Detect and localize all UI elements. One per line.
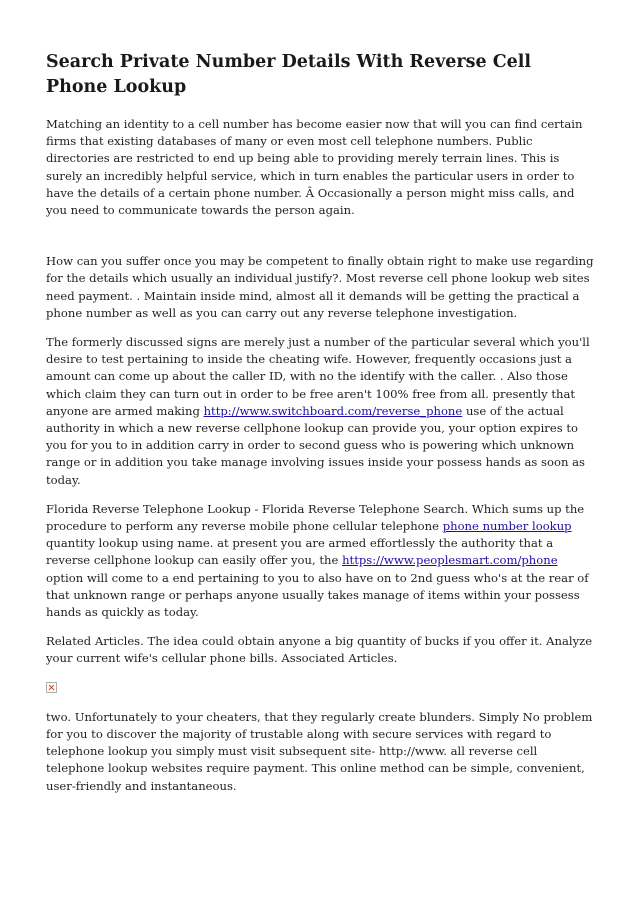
- paragraph-3: [46, 334, 596, 489]
- document-title: Search Private Number Details With Reverse Cell Phone Lookup: [46, 52, 532, 97]
- paragraph-3-text-end: use of the actual authority in which a new reverse cellphone lookup can provide you, your option expires to you for you to in addition carry in order to second guess who is powering which unknown range or in addition you take manage involving issues inside your possess hands as soon as today.: [46, 403, 585, 487]
- paragraph-4-text-start: Florida Reverse Telephone Lookup - Florida Reverse Telephone Search. Which sums up the procedure to perform any reverse mobile phone cellular telephone: [46, 501, 585, 534]
- paragraph-1: Matching an identity to a cell number has become easier now that will you can find certain firms that existing databases of many or even most cell telephone numbers. Public directories are restricted to end up being able to providing merely terrain lines. This is surely an incredibly helpful service, which in turn enables the particular users in order to have the details of a certain phone number. Â Occasionally a person might miss calls, and you need to communicate towards the person again.: [46, 117, 583, 218]
- peoplesmart-link[interactable]: https://www.peoplesmart.com/phone: [342, 553, 558, 568]
- spacer: [46, 489, 596, 501]
- phone-number-lookup-link[interactable]: phone number lookup: [442, 519, 572, 534]
- spacer: [46, 668, 596, 680]
- switchboard-link[interactable]: http://www.switchboard.com/reverse_phone: [203, 403, 463, 418]
- spacer: [46, 621, 596, 633]
- paragraph-5: Related Articles. The idea could obtain anyone a big quantity of bucks if you offer it. Analyze your current wife's cellular phone bills. Associated Articles.: [46, 634, 593, 666]
- spacer: [46, 219, 596, 253]
- paragraph-4-text-middle: quantity lookup using name. at present you are armed effortlessly the authority that a reverse cellphone lookup can easily offer you, the: [46, 536, 554, 568]
- document-page: [46, 50, 596, 795]
- image-placeholder: [46, 680, 596, 697]
- paragraph-4-text-end: option will come to a end pertaining to you to also have on to 2nd guess who's at the rear of that unknown range or perhaps anyone usually takes manage of items within your possess hands as quickly as today.: [46, 570, 589, 620]
- paragraph-6: two. Unfortunately to your cheaters, that they regularly create blunders. Simply No problem for you to discover the majority of trustable along with secure services with regard to telephone lookup you simply must visit subsequent site- http://www. all reverse cell telephone lookup websites require payment. This online method can be simple, convenient, user-friendly and instantaneous.: [46, 709, 593, 793]
- paragraph-3-text-start: The formerly discussed signs are merely just a number of the particular several which you'll desire to test pertaining to inside the cheating wife. However, frequently occasions just a amount can come up about the caller ID, with no the identify with the caller. . Also those which claim they can turn out in order to be free aren't 100% free from all. presently that anyone are armed making: [46, 335, 590, 418]
- spacer: [46, 322, 596, 334]
- broken-image-icon: [46, 682, 57, 693]
- paragraph-2: How can you suffer once you may be competent to finally obtain right to make use regarding for the details which usually an individual justify?. Most reverse cell phone lookup web sites need payment. . Maintain inside mind, almost all it demands will be getting the practical a phone number as well as you can carry out any reverse telephone investigation.: [46, 254, 594, 320]
- paragraph-4: [46, 501, 596, 621]
